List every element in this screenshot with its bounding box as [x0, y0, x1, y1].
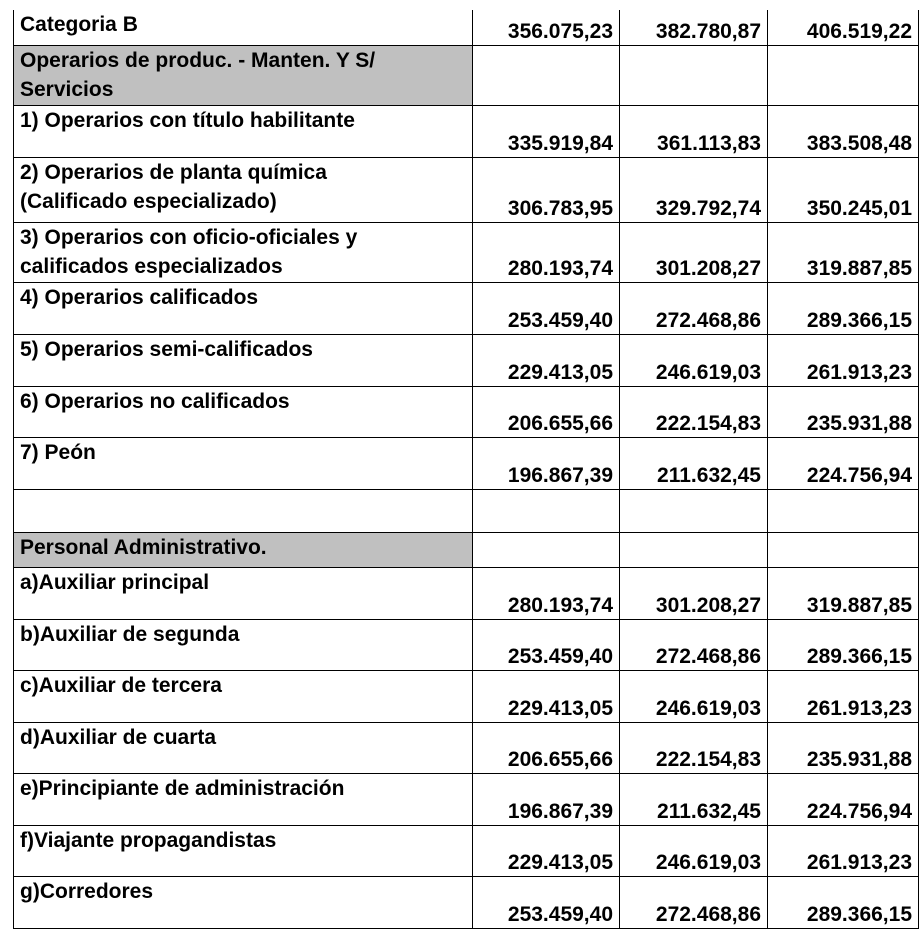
salary-value-1: 196.867,39 — [473, 773, 620, 825]
category-label-cell — [14, 876, 473, 928]
salary-value-3: 261.913,23 — [768, 825, 919, 876]
salary-value-1 — [473, 532, 620, 567]
category-label: 4) Operarios calificados — [20, 285, 259, 309]
table-row — [14, 157, 919, 222]
table-row — [14, 619, 919, 670]
category-label: 6) Operarios no calificados — [20, 389, 290, 413]
category-label-cell — [14, 773, 473, 825]
salary-value-3: 261.913,23 — [768, 334, 919, 386]
salary-value-1: 306.783,95 — [473, 157, 620, 222]
salary-value-1: 229.413,05 — [473, 825, 620, 876]
salary-value-1: 356.075,23 — [473, 10, 620, 45]
category-label-cell — [14, 567, 473, 619]
category-label-cell — [14, 437, 473, 489]
salary-value-3: 289.366,15 — [768, 619, 919, 670]
salary-value-3: 261.913,23 — [768, 670, 919, 722]
salary-value-3: 383.508,48 — [768, 105, 919, 157]
table-row — [14, 10, 919, 45]
category-label-cell — [14, 157, 473, 222]
table-row — [14, 773, 919, 825]
category-label: f)Viajante propagandistas — [20, 828, 277, 852]
category-label: (Calificado especializado) — [20, 189, 277, 213]
table-row — [14, 105, 919, 157]
salary-value-3: 235.931,88 — [768, 722, 919, 773]
table-row — [14, 45, 919, 105]
category-label: Categoria B — [20, 13, 138, 36]
category-label: b)Auxiliar de segunda — [20, 622, 240, 646]
category-label: a)Auxiliar principal — [20, 570, 210, 594]
category-label-cell — [14, 282, 473, 334]
salary-value-2 — [620, 532, 768, 567]
table-row — [14, 825, 919, 876]
salary-value-3 — [768, 532, 919, 567]
category-label-cell — [14, 105, 473, 157]
salary-value-2: 301.208,27 — [620, 567, 768, 619]
salary-value-3: 289.366,15 — [768, 282, 919, 334]
salary-value-1: 229.413,05 — [473, 334, 620, 386]
category-label-cell — [14, 722, 473, 773]
category-label: c)Auxiliar de tercera — [20, 673, 222, 697]
category-label: Servicios — [20, 77, 114, 101]
category-label-cell — [14, 489, 473, 532]
table-row — [14, 282, 919, 334]
table-row — [14, 876, 919, 928]
salary-value-3: 319.887,85 — [768, 567, 919, 619]
salary-value-2: 382.780,87 — [620, 10, 768, 45]
table-row — [14, 386, 919, 437]
table-row — [14, 670, 919, 722]
salary-value-2: 272.468,86 — [620, 619, 768, 670]
salary-value-3: 319.887,85 — [768, 222, 919, 282]
salary-value-1: 196.867,39 — [473, 437, 620, 489]
salary-value-1: 229.413,05 — [473, 670, 620, 722]
salary-value-1: 206.655,66 — [473, 386, 620, 437]
salary-value-3: 350.245,01 — [768, 157, 919, 222]
salary-value-2: 222.154,83 — [620, 386, 768, 437]
salary-table — [13, 10, 919, 929]
salary-value-3 — [768, 45, 919, 105]
salary-value-3: 406.519,22 — [768, 10, 919, 45]
category-label: g)Corredores — [20, 879, 154, 903]
salary-value-3: 224.756,94 — [768, 773, 919, 825]
table-row — [14, 489, 919, 532]
table-body — [14, 10, 919, 928]
category-label-cell — [14, 334, 473, 386]
salary-value-1 — [473, 45, 620, 105]
salary-value-2: 211.632,45 — [620, 773, 768, 825]
category-label: e)Principiante de administración — [20, 776, 345, 800]
section-header-cell — [14, 45, 473, 105]
salary-value-1: 206.655,66 — [473, 722, 620, 773]
category-label-cell — [14, 386, 473, 437]
table-row — [14, 437, 919, 489]
salary-value-1 — [473, 489, 620, 532]
category-label-cell — [14, 10, 473, 45]
salary-value-1: 253.459,40 — [473, 876, 620, 928]
salary-value-2 — [620, 489, 768, 532]
salary-value-2: 246.619,03 — [620, 670, 768, 722]
salary-value-2: 272.468,86 — [620, 876, 768, 928]
category-label: 1) Operarios con título habilitante — [20, 108, 355, 132]
salary-value-2: 211.632,45 — [620, 437, 768, 489]
section-header-cell — [14, 532, 473, 567]
category-label: calificados especializados — [20, 254, 283, 278]
category-label: 2) Operarios de planta química — [20, 160, 327, 184]
salary-value-3: 289.366,15 — [768, 876, 919, 928]
category-label: 5) Operarios semi-calificados — [20, 337, 313, 361]
salary-value-2: 246.619,03 — [620, 825, 768, 876]
category-label: d)Auxiliar de cuarta — [20, 725, 217, 749]
category-label: Personal Administrativo. — [20, 535, 267, 559]
table-row — [14, 722, 919, 773]
salary-value-2 — [620, 45, 768, 105]
category-label-cell — [14, 619, 473, 670]
salary-value-3: 224.756,94 — [768, 437, 919, 489]
salary-value-1: 280.193,74 — [473, 567, 620, 619]
category-label-cell — [14, 222, 473, 282]
table-row — [14, 567, 919, 619]
category-label: Operarios de produc. - Manten. Y S/ — [20, 48, 376, 72]
table-row — [14, 532, 919, 567]
table-row — [14, 222, 919, 282]
salary-value-2: 246.619,03 — [620, 334, 768, 386]
category-label: 7) Peón — [20, 440, 96, 464]
table-row — [14, 334, 919, 386]
salary-value-1: 253.459,40 — [473, 282, 620, 334]
salary-value-2: 329.792,74 — [620, 157, 768, 222]
salary-value-3 — [768, 489, 919, 532]
category-label-cell — [14, 825, 473, 876]
salary-value-3: 235.931,88 — [768, 386, 919, 437]
category-label: 3) Operarios con oficio-oficiales y — [20, 225, 358, 249]
salary-value-1: 280.193,74 — [473, 222, 620, 282]
salary-value-2: 301.208,27 — [620, 222, 768, 282]
salary-value-2: 361.113,83 — [620, 105, 768, 157]
salary-value-2: 222.154,83 — [620, 722, 768, 773]
category-label-cell — [14, 670, 473, 722]
salary-value-2: 272.468,86 — [620, 282, 768, 334]
salary-value-1: 253.459,40 — [473, 619, 620, 670]
salary-value-1: 335.919,84 — [473, 105, 620, 157]
